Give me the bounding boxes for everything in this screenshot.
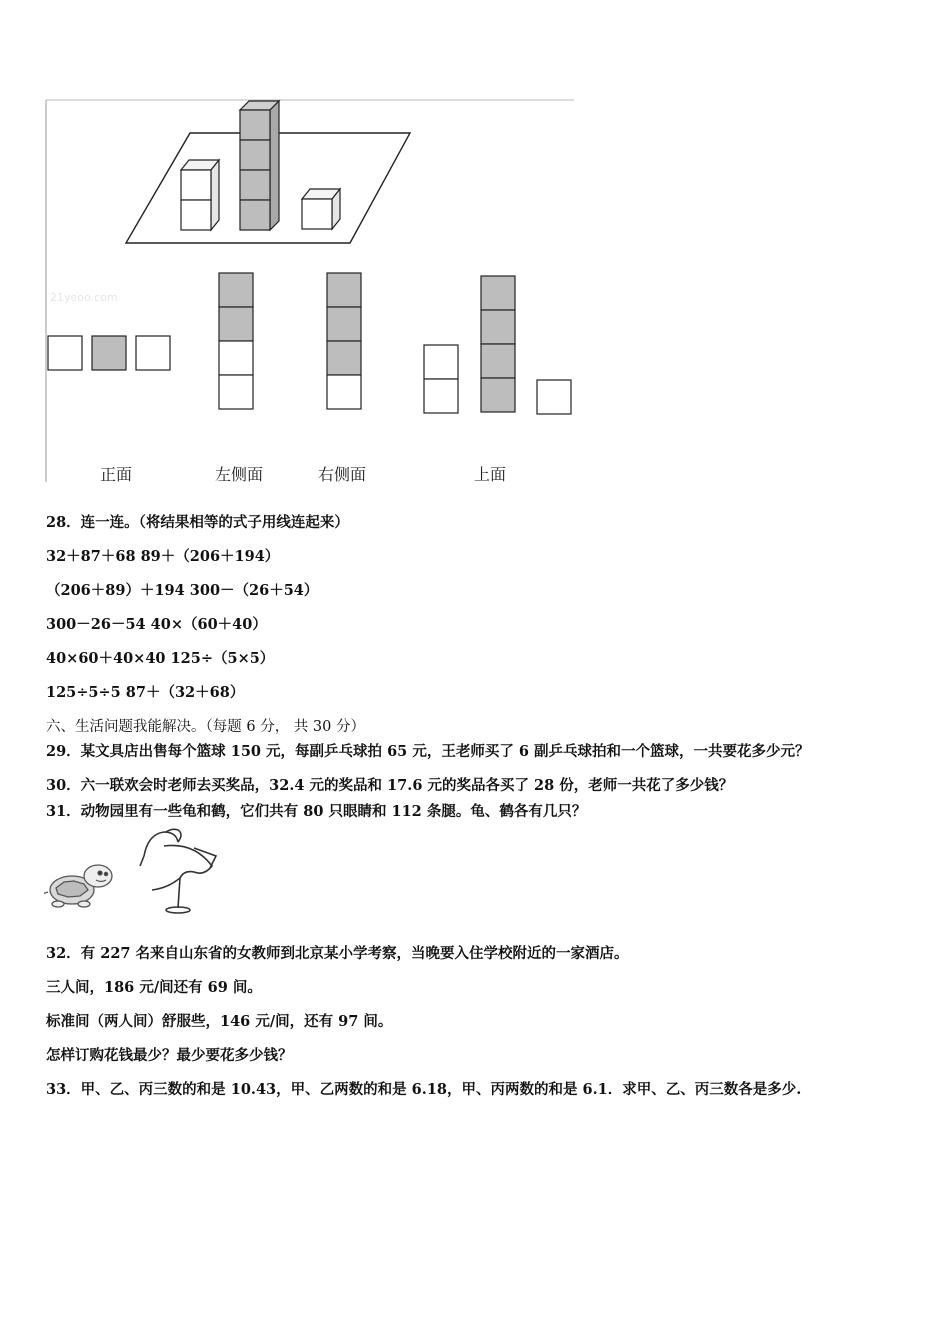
question-28-row-5: 125÷5÷5 87＋（32＋68） [46, 684, 245, 701]
view-c [327, 273, 361, 409]
cube-single [302, 189, 340, 229]
view-a [48, 336, 170, 370]
question-29: 29．某文具店出售每个篮球 150 元，每副乒乓球拍 65 元，王老师买了 6 副乒乓球拍和一个篮球，一共要花多少元？ [46, 743, 810, 760]
question-28-row-3: 300－26－54 40×（60＋40） [46, 616, 267, 633]
cube-stack-left [181, 160, 219, 230]
question-32: 32．有 227 名来自山东省的女教师到北京某小学考察，当晚要入住学校附近的一家酒店。 [46, 945, 629, 962]
caption-top: 上面 [474, 465, 507, 484]
caption-front: 正面 [100, 465, 133, 484]
question-31: 31．动物园里有一些龟和鹤，它们共有 80 只眼睛和 112 条腿。龟、鹤各有几只？ [46, 803, 587, 820]
view-b [219, 273, 253, 409]
cube-views-figure [44, 98, 576, 482]
question-28-row-2: （206＋89）＋194 300－（26＋54） [46, 582, 319, 599]
question-28: 28．连一连。（将结果相等的式子用线连起来） [46, 514, 349, 531]
cube-views-drawing [44, 98, 576, 482]
question-33: 33．甲、乙、丙三数的和是 10.43，甲、乙两数的和是 6.18，甲、丙两数的和是 6.1．求甲、乙、丙三数各是多少. [46, 1081, 802, 1098]
caption-left-side: 左侧面 [215, 465, 264, 484]
question-32-option-b: 标准间（两人间）舒服些，146 元/间，还有 97 间。 [46, 1013, 393, 1030]
watermark: 21yeoo.com [50, 291, 118, 304]
question-32-ask: 怎样订购花钱最少？最少要花多少钱？ [46, 1047, 293, 1064]
crane-icon [140, 829, 216, 913]
question-28-row-4: 40×60＋40×40 125÷（5×5） [46, 650, 275, 667]
turtle-crane-illustration [44, 826, 224, 916]
question-30: 30．六一联欢会时老师去买奖品，32.4 元的奖品和 17.6 元的奖品各买了 28 份，老师一共花了多少钱？ [46, 777, 734, 794]
section-6-heading: 六、生活问题我能解决。（每题 6 分， 共 30 分） [46, 719, 365, 735]
cube-stack-tall [240, 101, 279, 230]
question-28-row-1: 32＋87＋68 89＋（206＋194） [46, 548, 280, 565]
caption-right-side: 右侧面 [318, 465, 367, 484]
question-32-option-a: 三人间，186 元/间还有 69 间。 [46, 979, 262, 996]
turtle-icon [44, 865, 112, 907]
view-d [424, 276, 571, 414]
